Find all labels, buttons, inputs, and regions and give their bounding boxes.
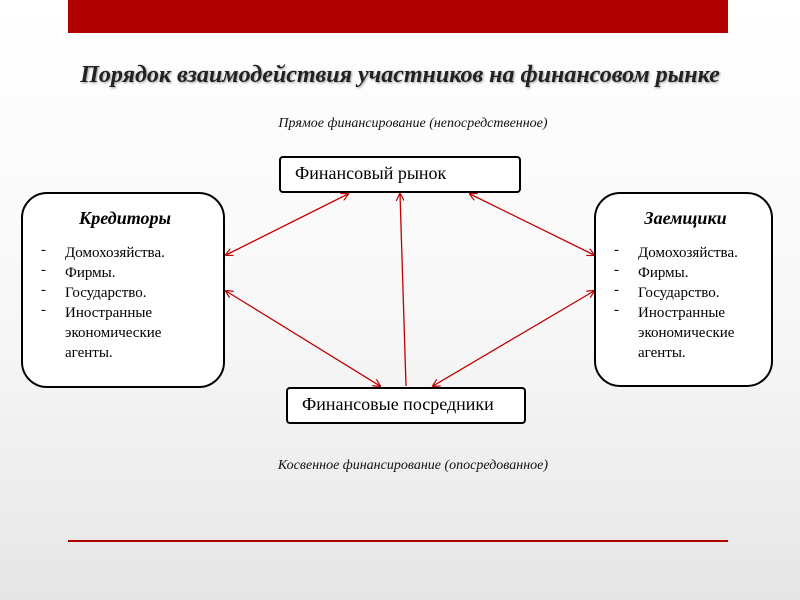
indirect-financing-caption: Косвенное финансирование (опосредованное) xyxy=(277,458,549,473)
list-item: - Фирмы. xyxy=(614,263,757,283)
borrowers-list xyxy=(614,243,757,363)
arrow-intermediaries-borrowers xyxy=(433,291,594,386)
financial-market-box: Финансовый рынок xyxy=(279,156,521,193)
list-item: - Домохозяйства. xyxy=(614,243,757,263)
arrow-intermediaries-market xyxy=(400,194,406,386)
list-item: - Фирмы. xyxy=(41,263,209,283)
borrowers-title: Заемщики xyxy=(644,208,727,228)
creditors-box xyxy=(21,192,225,388)
arrow-creditors-intermediaries xyxy=(226,291,380,386)
arrow-market-borrowers xyxy=(470,194,594,255)
financial-intermediaries-box: Финансовые посредники xyxy=(286,387,526,424)
list-item: - Государство. xyxy=(41,283,209,303)
list-item: - Государство. xyxy=(614,283,757,303)
creditors-title: Кредиторы xyxy=(79,208,171,228)
borrowers-box xyxy=(594,192,773,387)
list-item: - Иностранные экономические агенты. xyxy=(614,303,757,363)
creditors-list xyxy=(41,243,209,363)
list-item: - Иностранные экономические агенты. xyxy=(41,303,209,363)
direct-financing-caption: Прямое финансирование (непосредственное) xyxy=(278,116,548,131)
page-title: Порядок взаимодействия участников на финансовом рынке xyxy=(80,62,720,88)
bottom-divider xyxy=(68,540,728,542)
arrow-creditors-market xyxy=(226,194,348,255)
list-item: - Домохозяйства. xyxy=(41,243,209,263)
